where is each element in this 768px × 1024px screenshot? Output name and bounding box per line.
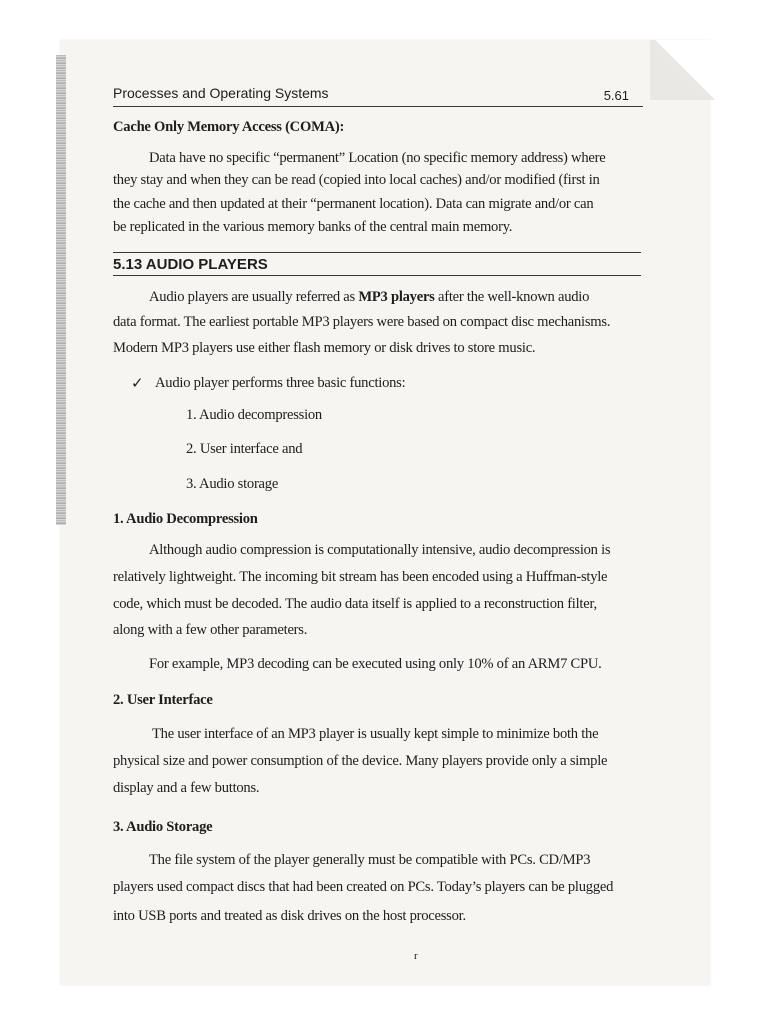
coma-line: Data have no specific “permanent” Location (no specific memory address) where [149, 150, 606, 166]
intro-text: after the well-known audio [434, 289, 590, 305]
decompression-example: For example, MP3 decoding can be executed using only 10% of an ARM7 CPU. [149, 656, 602, 672]
folded-corner [650, 40, 720, 100]
functions-lead: Audio player performs three basic functions: [155, 375, 406, 391]
user-interface-line: The user interface of an MP3 player is usually kept simple to minimize both the [152, 726, 599, 742]
coma-heading: Cache Only Memory Access (COMA): [113, 119, 345, 135]
page-number: 5.61 [603, 88, 629, 103]
storage-heading: 3. Audio Storage [113, 819, 213, 835]
coma-line: the cache and then updated at their “permanent location). Data can migrate and/or can [113, 196, 594, 212]
list-item: 1. Audio decompression [186, 407, 322, 423]
coma-line: they stay and when they can be read (copied into local caches) and/or modified (first in [113, 172, 600, 188]
intro-line [149, 289, 589, 306]
footer-mark: r [414, 950, 418, 962]
intro-line: data format. The earliest portable MP3 players were based on compact disc mechanisms. [113, 314, 611, 330]
user-interface-line: display and a few buttons. [113, 780, 260, 796]
list-item: 3. Audio storage [186, 476, 279, 492]
user-interface-line: physical size and power consumption of the device. Many players provide only a simple [113, 753, 608, 769]
list-item: 2. User interface and [186, 441, 303, 457]
intro-line: Modern MP3 players use either flash memory or disk drives to store music. [113, 340, 536, 356]
intro-text: Audio players are usually referred as [149, 289, 359, 305]
storage-line: players used compact discs that had been created on PCs. Today’s players can be plugged [113, 879, 614, 895]
mp3-players-term: MP3 players [358, 289, 435, 305]
storage-line: The file system of the player generally must be compatible with PCs. CD/MP3 [149, 852, 591, 868]
running-header-title: Processes and Operating Systems [113, 85, 329, 101]
user-interface-heading: 2. User Interface [113, 692, 213, 708]
coma-line: be replicated in the various memory banks of the central main memory. [113, 219, 513, 235]
section-title: 5.13 AUDIO PLAYERS [113, 256, 268, 273]
storage-line: into USB ports and treated as disk drives on the host processor. [113, 908, 466, 924]
decompression-line: Although audio compression is computationally intensive, audio decompression is [149, 542, 611, 558]
decompression-line: relatively lightweight. The incoming bit stream has been encoded using a Huffman-style [113, 569, 608, 585]
binding-edge [56, 55, 66, 525]
decompression-heading: 1. Audio Decompression [113, 511, 258, 527]
decompression-line: along with a few other parameters. [113, 622, 308, 638]
decompression-line: code, which must be decoded. The audio data itself is applied to a reconstruction filter, [113, 596, 597, 612]
running-header [113, 84, 643, 107]
checkmark-icon: ✓ [131, 376, 144, 392]
section-heading [113, 252, 641, 276]
